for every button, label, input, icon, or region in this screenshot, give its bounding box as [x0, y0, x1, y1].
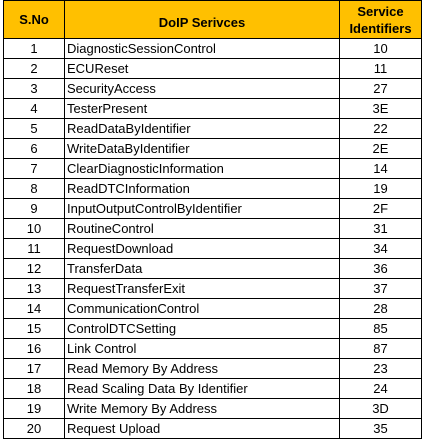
cell-sno: 20 [4, 419, 65, 439]
cell-sno: 15 [4, 319, 65, 339]
cell-service-name: ControlDTCSetting [65, 319, 340, 339]
table-row [4, 339, 422, 359]
table-row [4, 319, 422, 339]
cell-sno: 3 [4, 79, 65, 99]
cell-service-identifier: 24 [340, 379, 422, 399]
cell-sno: 16 [4, 339, 65, 359]
cell-service-name: TransferData [65, 259, 340, 279]
table-row [4, 39, 422, 59]
cell-service-name: DiagnosticSessionControl [65, 39, 340, 59]
header-services: DoIP Serivces [65, 1, 340, 39]
doip-services-table-container [3, 0, 422, 439]
cell-service-name: ClearDiagnosticInformation [65, 159, 340, 179]
cell-sno: 8 [4, 179, 65, 199]
cell-service-name: InputOutputControlByIdentifier [65, 199, 340, 219]
cell-service-name: RequestDownload [65, 239, 340, 259]
cell-service-identifier: 28 [340, 299, 422, 319]
cell-service-name: ReadDTCInformation [65, 179, 340, 199]
table-row [4, 239, 422, 259]
table-row [4, 379, 422, 399]
cell-service-identifier: 35 [340, 419, 422, 439]
header-identifiers-line1: Service [357, 3, 404, 19]
cell-sno: 19 [4, 399, 65, 419]
cell-sno: 4 [4, 99, 65, 119]
table-row [4, 259, 422, 279]
table-row [4, 299, 422, 319]
cell-sno: 11 [4, 239, 65, 259]
cell-service-identifier: 3D [340, 399, 422, 419]
table-row [4, 99, 422, 119]
cell-service-identifier: 87 [340, 339, 422, 359]
table-row [4, 419, 422, 439]
table-body [4, 39, 422, 439]
cell-service-identifier: 2F [340, 199, 422, 219]
header-service-identifiers [340, 1, 422, 39]
cell-service-identifier: 3E [340, 99, 422, 119]
cell-service-identifier: 34 [340, 239, 422, 259]
cell-service-name: Link Control [65, 339, 340, 359]
cell-service-identifier: 11 [340, 59, 422, 79]
table-row [4, 59, 422, 79]
cell-service-name: Read Memory By Address [65, 359, 340, 379]
cell-service-identifier: 2E [340, 139, 422, 159]
cell-service-identifier: 36 [340, 259, 422, 279]
cell-service-name: CommunicationControl [65, 299, 340, 319]
cell-sno: 6 [4, 139, 65, 159]
cell-service-identifier: 23 [340, 359, 422, 379]
cell-sno: 7 [4, 159, 65, 179]
cell-sno: 14 [4, 299, 65, 319]
cell-service-identifier: 37 [340, 279, 422, 299]
cell-service-name: ReadDataByIdentifier [65, 119, 340, 139]
doip-services-table [3, 0, 422, 439]
table-row [4, 119, 422, 139]
cell-sno: 18 [4, 379, 65, 399]
cell-service-name: WriteDataByIdentifier [65, 139, 340, 159]
table-row [4, 199, 422, 219]
header-sno: S.No [4, 1, 65, 39]
cell-service-name: Request Upload [65, 419, 340, 439]
cell-sno: 17 [4, 359, 65, 379]
cell-service-name: ECUReset [65, 59, 340, 79]
header-identifiers-line2: Identifiers [349, 20, 412, 36]
cell-sno: 9 [4, 199, 65, 219]
cell-service-name: RoutineControl [65, 219, 340, 239]
table-row [4, 139, 422, 159]
cell-sno: 10 [4, 219, 65, 239]
cell-service-identifier: 19 [340, 179, 422, 199]
cell-service-identifier: 10 [340, 39, 422, 59]
table-row [4, 359, 422, 379]
cell-service-name: Read Scaling Data By Identifier [65, 379, 340, 399]
table-row [4, 159, 422, 179]
cell-service-identifier: 27 [340, 79, 422, 99]
cell-sno: 13 [4, 279, 65, 299]
cell-service-name: SecurityAccess [65, 79, 340, 99]
table-row [4, 399, 422, 419]
cell-service-name: TesterPresent [65, 99, 340, 119]
table-row [4, 279, 422, 299]
table-row [4, 219, 422, 239]
cell-sno: 5 [4, 119, 65, 139]
cell-sno: 1 [4, 39, 65, 59]
cell-service-name: Write Memory By Address [65, 399, 340, 419]
cell-service-identifier: 85 [340, 319, 422, 339]
cell-sno: 2 [4, 59, 65, 79]
header-row [4, 1, 422, 39]
cell-sno: 12 [4, 259, 65, 279]
cell-service-name: RequestTransferExit [65, 279, 340, 299]
table-row [4, 179, 422, 199]
cell-service-identifier: 22 [340, 119, 422, 139]
table-row [4, 79, 422, 99]
cell-service-identifier: 31 [340, 219, 422, 239]
cell-service-identifier: 14 [340, 159, 422, 179]
